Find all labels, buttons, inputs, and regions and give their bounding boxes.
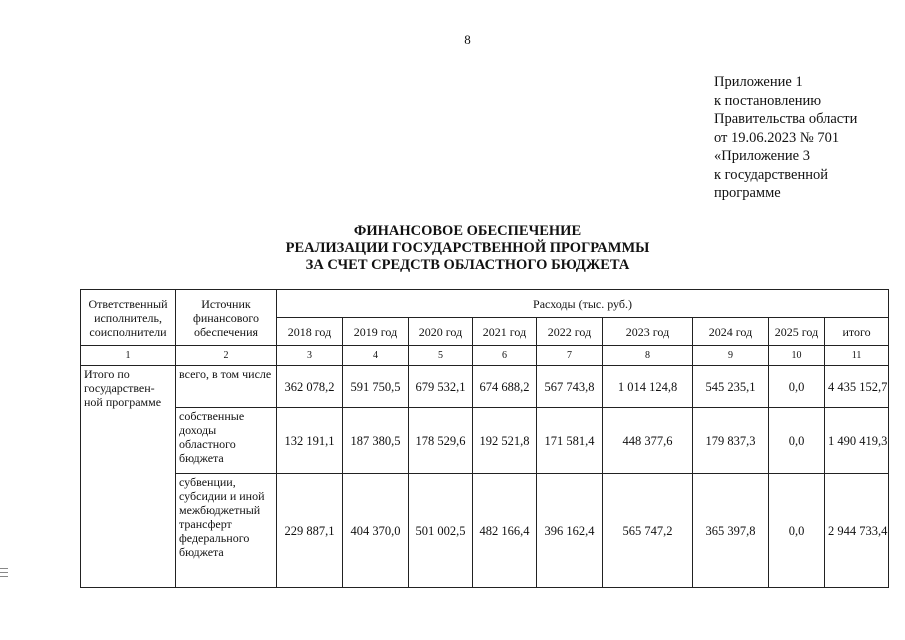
- value-cell: 482 166,4: [473, 474, 537, 588]
- value-cell: 565 747,2: [603, 474, 693, 588]
- executor-cell: Итого по государствен-ной программе: [81, 366, 176, 588]
- column-number: 2: [176, 346, 277, 366]
- source-cell: всего, в том числе: [176, 366, 277, 408]
- value-cell: 567 743,8: [537, 366, 603, 408]
- value-cell: 404 370,0: [343, 474, 409, 588]
- appendix-line: Приложение 1: [714, 74, 803, 90]
- value-cell: 171 581,4: [537, 408, 603, 474]
- header-total: итого: [825, 318, 889, 346]
- column-number: 11: [825, 346, 889, 366]
- table-row: [81, 474, 889, 588]
- header-year: 2020 год: [409, 318, 473, 346]
- value-cell: 0,0: [769, 408, 825, 474]
- value-cell: 178 529,6: [409, 408, 473, 474]
- total-cell: 4 435 152,7: [825, 366, 889, 408]
- value-cell: 365 397,8: [693, 474, 769, 588]
- margin-mark: [0, 568, 8, 580]
- table-row: [81, 408, 889, 474]
- header-source: Источник финансового обеспечения: [176, 290, 277, 346]
- document-title: [0, 223, 905, 274]
- column-number: 1: [81, 346, 176, 366]
- page-number: 8: [464, 32, 471, 47]
- appendix-line: Правительства области: [714, 111, 858, 127]
- column-number: 5: [409, 346, 473, 366]
- value-cell: 501 002,5: [409, 474, 473, 588]
- column-number: 4: [343, 346, 409, 366]
- value-cell: 674 688,2: [473, 366, 537, 408]
- column-number: 8: [603, 346, 693, 366]
- column-number: 6: [473, 346, 537, 366]
- appendix-line: от 19.06.2023 № 701: [714, 129, 840, 146]
- title-line: ФИНАНСОВОЕ ОБЕСПЕЧЕНИЕ: [353, 223, 582, 239]
- value-cell: 1 014 124,8: [603, 366, 693, 408]
- total-cell: 1 490 419,3: [825, 408, 889, 474]
- column-number: 7: [537, 346, 603, 366]
- source-cell: собственные доходы областного бюджета: [176, 408, 277, 474]
- header-year: 2022 год: [537, 318, 603, 346]
- title-line: ЗА СЧЕТ СРЕДСТВ ОБЛАСТНОГО БЮДЖЕТА: [305, 257, 630, 273]
- header-row: [81, 290, 889, 318]
- value-cell: 545 235,1: [693, 366, 769, 408]
- value-cell: 187 380,5: [343, 408, 409, 474]
- value-cell: 591 750,5: [343, 366, 409, 408]
- column-number: 3: [277, 346, 343, 366]
- title-line: РЕАЛИЗАЦИИ ГОСУДАРСТВЕННОЙ ПРОГРАММЫ: [285, 240, 650, 256]
- header-year: 2018 год: [277, 318, 343, 346]
- appendix-line: «Приложение 3: [714, 148, 810, 164]
- table-row: [81, 366, 889, 408]
- header-year: 2019 год: [343, 318, 409, 346]
- header-executor: Ответственный исполнитель, соисполнители: [81, 290, 176, 346]
- value-cell: 0,0: [769, 366, 825, 408]
- column-number: 10: [769, 346, 825, 366]
- header-year: 2021 год: [473, 318, 537, 346]
- value-cell: 448 377,6: [603, 408, 693, 474]
- appendix-line: к государственной: [714, 166, 829, 183]
- value-cell: 179 837,3: [693, 408, 769, 474]
- appendix-line: к постановлению: [714, 92, 822, 109]
- value-cell: 679 532,1: [409, 366, 473, 408]
- financing-table: [80, 289, 889, 588]
- value-cell: 396 162,4: [537, 474, 603, 588]
- value-cell: 229 887,1: [277, 474, 343, 588]
- column-number: 9: [693, 346, 769, 366]
- value-cell: 362 078,2: [277, 366, 343, 408]
- appendix-line: программе: [714, 185, 781, 201]
- appendix-note: [714, 73, 894, 203]
- value-cell: 0,0: [769, 474, 825, 588]
- total-cell: 2 944 733,4: [825, 474, 889, 588]
- column-number-row: [81, 346, 889, 366]
- value-cell: 132 191,1: [277, 408, 343, 474]
- source-cell: субвенции, субсидии и иной межбюджетный трансферт федерального бюджета: [176, 474, 277, 588]
- header-year: 2023 год: [603, 318, 693, 346]
- header-year: 2025 год: [769, 318, 825, 346]
- header-year: 2024 год: [693, 318, 769, 346]
- header-expenses: Расходы (тыс. руб.): [277, 290, 889, 318]
- value-cell: 192 521,8: [473, 408, 537, 474]
